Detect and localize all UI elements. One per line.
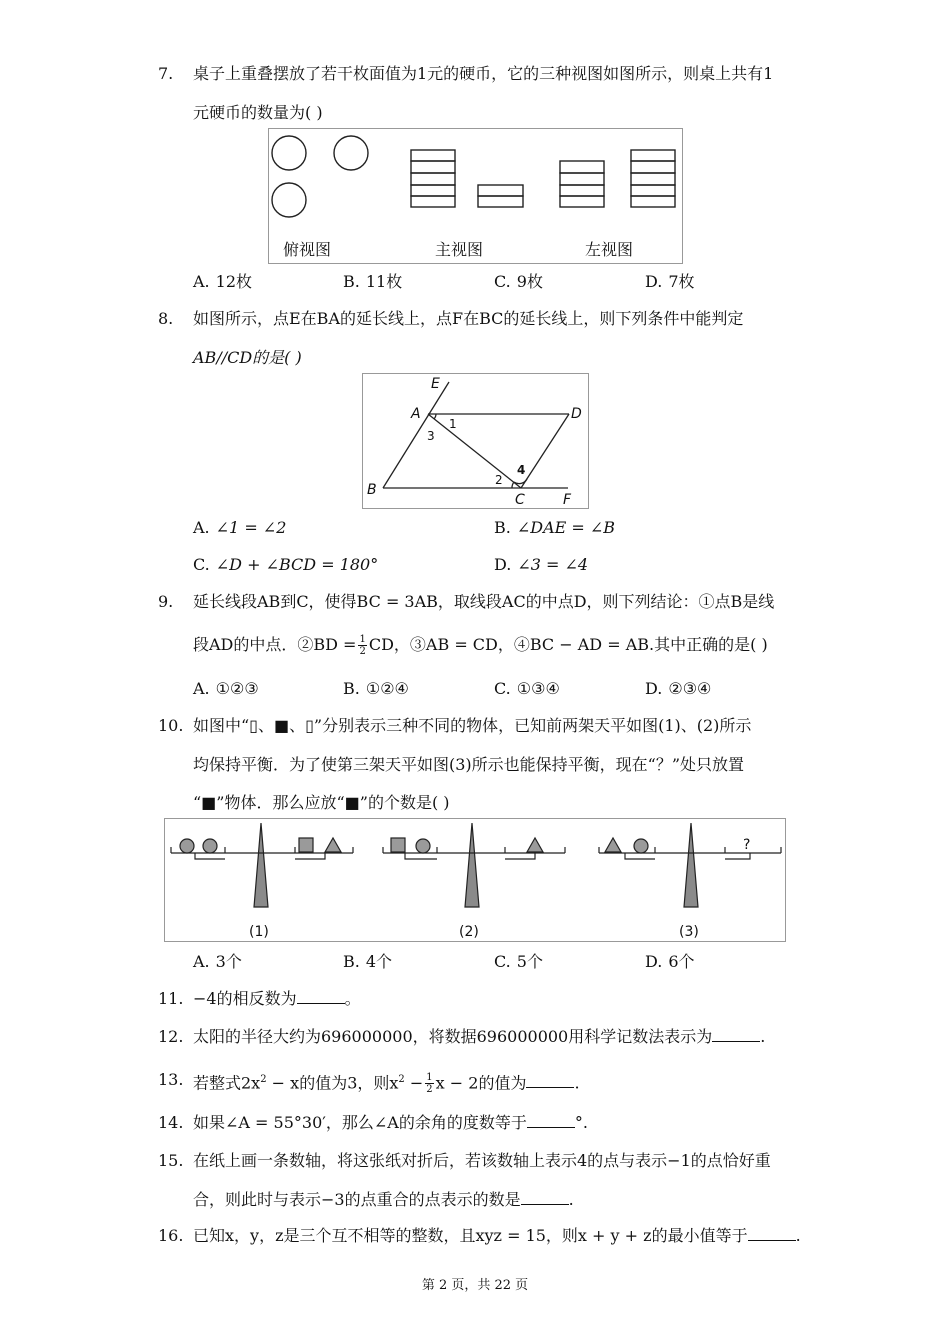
- label-B: B: [367, 482, 377, 498]
- option-b: B. ①②④: [343, 679, 409, 698]
- option-a: A. ∠1 = ∠2: [193, 518, 287, 537]
- question-text-line2: AB//CD的是( ): [193, 348, 302, 367]
- coin-views-svg: [269, 129, 682, 263]
- question-number: 13.: [158, 1070, 184, 1089]
- option-d: D. 7枚: [645, 272, 695, 291]
- left-view-label: 左视图: [585, 240, 634, 259]
- circle-object: [203, 839, 217, 853]
- question-text-line3: “■”物体．那么应放“■”的个数是( ): [193, 793, 450, 812]
- balance-label-1: (1): [249, 924, 269, 940]
- question-text: 如果∠A = 55°30′，那么∠A的余角的度数等于 °.: [193, 1113, 588, 1132]
- geometry-figure: [362, 373, 589, 509]
- label-C: C: [515, 492, 525, 508]
- question-text-line1: 桌子上重叠摆放了若干枚面值为1元的硬币，它的三种视图如图所示，则桌上共有1: [193, 64, 774, 83]
- label-angle-4: 4: [517, 463, 526, 477]
- question-text-line2: 合，则此时与表示−3的点重合的点表示的数是 .: [193, 1190, 574, 1209]
- answer-blank: [712, 1027, 760, 1042]
- coin-views-figure: [268, 128, 683, 264]
- option-b: B. ∠DAE = ∠B: [494, 518, 616, 537]
- question-number: 16.: [158, 1226, 184, 1245]
- option-c: C. ∠D + ∠BCD = 180°: [193, 555, 379, 574]
- question-text-line1: 如图所示，点E在BA的延长线上，点F在BC的延长线上，则下列条件中能判定: [193, 309, 744, 328]
- answer-blank: [297, 989, 345, 1004]
- question-text: 太阳的半径大约为696000000，将数据696000000用科学记数法表示为 .: [193, 1027, 766, 1046]
- circle-object: [180, 839, 194, 853]
- answer-blank: [521, 1190, 569, 1205]
- square-object: [391, 838, 405, 852]
- question-number: 14.: [158, 1113, 184, 1132]
- question-text: 已知x，y，z是三个互不相等的整数，且xyz = 15，则x + y + z的最小值等于 .: [193, 1226, 801, 1245]
- question-text: −4的相反数为 。: [193, 989, 361, 1008]
- balance-label-2: (2): [459, 924, 479, 940]
- line-BE: [383, 382, 449, 488]
- question-mark: ?: [743, 837, 751, 853]
- option-a: A. 12枚: [193, 272, 253, 291]
- option-b: B. 11枚: [343, 272, 403, 291]
- label-angle-3: 3: [427, 429, 435, 443]
- question-text-line2: 段AD的中点．②BD = $\frac{1}{2}$ CD，③AB = CD，④BC − AD = AB.其中正确的是( ): [193, 634, 768, 657]
- angle-2-arc: [512, 482, 514, 488]
- option-b: B. 4个: [343, 952, 393, 971]
- label-angle-2: 2: [495, 473, 503, 487]
- label-A: A: [411, 406, 421, 422]
- line-AC: [428, 414, 521, 488]
- question-number: 12.: [158, 1027, 184, 1046]
- line-CD: [521, 414, 569, 488]
- question-number: 8.: [158, 309, 174, 328]
- triangle-object: [605, 838, 621, 852]
- top-view-coin-3: [272, 183, 306, 217]
- question-number: 15.: [158, 1151, 184, 1170]
- option-a: A. 3个: [193, 952, 242, 971]
- balance-svg: [165, 819, 785, 941]
- option-c: C. 9枚: [494, 272, 543, 291]
- geometry-svg: [363, 374, 588, 508]
- question-text-line2: 均保持平衡．为了使第三架天平如图(3)所示也能保持平衡，现在“？”处只放置: [193, 755, 745, 774]
- question-number: 7.: [158, 64, 174, 83]
- top-view-coin-1: [272, 136, 306, 170]
- option-c: C. 5个: [494, 952, 543, 971]
- option-a: A. ①②③: [193, 679, 259, 698]
- option-d: D. ∠3 = ∠4: [494, 555, 589, 574]
- answer-blank: [748, 1226, 796, 1241]
- answer-blank: [526, 1073, 574, 1088]
- label-F: F: [563, 492, 572, 508]
- top-view-label: 俯视图: [283, 240, 332, 259]
- balance-figure: [164, 818, 786, 942]
- circle-object: [634, 839, 648, 853]
- fraction-half: $\frac{1}{2}$: [359, 634, 366, 657]
- square-object: [299, 838, 313, 852]
- option-c: C. ①③④: [494, 679, 560, 698]
- question-text-line1: 如图中“▯、■、▯”分别表示三种不同的物体，已知前两架天平如图(1)、(2)所示: [193, 716, 752, 735]
- fraction-half: $\frac{1}{2}$: [426, 1072, 433, 1096]
- question-number: 11.: [158, 989, 184, 1008]
- option-d: D. ②③④: [645, 679, 712, 698]
- label-angle-1: 1: [449, 417, 457, 431]
- top-view-coin-2: [334, 136, 368, 170]
- fulcrum-3: [684, 823, 698, 907]
- page-footer: 第 2 页，共 22 页: [421, 1278, 529, 1293]
- question-text-line1: 在纸上画一条数轴，将这张纸对折后，若该数轴上表示4的点与表示−1的点恰好重: [193, 1151, 771, 1170]
- circle-object: [416, 839, 430, 853]
- question-text-line1: 延长线段AB到C，使得BC = 3AB，取线段AC的中点D，则下列结论：①点B是线: [193, 592, 775, 611]
- fulcrum-2: [465, 823, 479, 907]
- question-number: 10.: [158, 716, 184, 735]
- fulcrum-1: [254, 823, 268, 907]
- question-text-line2: 元硬币的数量为( ): [193, 103, 323, 122]
- label-D: D: [571, 406, 582, 422]
- triangle-object: [325, 838, 341, 852]
- triangle-object: [527, 838, 543, 852]
- label-E: E: [431, 376, 440, 392]
- answer-blank: [527, 1113, 575, 1128]
- question-text: 若整式$2x^2 - x$的值为3，则$x^2$ − $\frac{1}{2}$ x − 2的值为 .: [193, 1072, 580, 1096]
- option-d: D. 6个: [645, 952, 695, 971]
- front-view-label: 主视图: [435, 240, 484, 259]
- balance-label-3: (3): [679, 924, 699, 940]
- angle-1-arc: [434, 414, 436, 419]
- question-number: 9.: [158, 592, 174, 611]
